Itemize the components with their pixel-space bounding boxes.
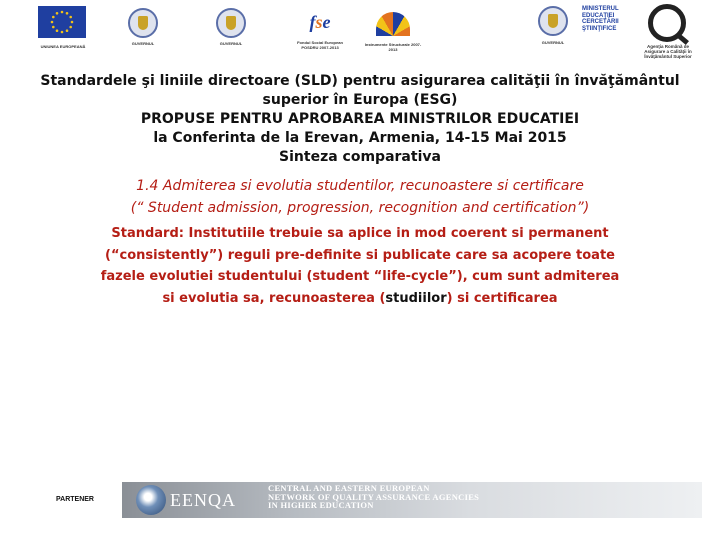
standard-text-studiilor: studiilor bbox=[385, 290, 447, 306]
ministry-text-logo bbox=[582, 6, 626, 46]
eu-flag-icon bbox=[38, 6, 86, 38]
header-line-1: Standardele şi liniile directoare (SLD) pentru asigurarea calităţii în învăţământul bbox=[40, 73, 680, 89]
footer bbox=[0, 476, 720, 524]
section-title: 1.4 Admiterea si evolutia studentilor, recunoastere si certificare bbox=[136, 178, 584, 194]
instrumente-structurale-caption: Instrumente Structurale 2007-2013 bbox=[364, 42, 422, 52]
enqa-name: EENQA bbox=[170, 490, 236, 510]
enqa-line-3: IN HIGHER EDUCATION bbox=[268, 500, 374, 510]
partner-label: PARTENER bbox=[56, 496, 94, 503]
ministry-caption: MINISTERUL EDUCAŢIEI CERCETĂRII ŞTIINŢIFICE bbox=[582, 6, 619, 32]
slide-content bbox=[0, 72, 720, 309]
aracis-q-icon bbox=[648, 4, 686, 42]
section-subtitle: (“ Student admission, progression, recognition and certification”) bbox=[130, 200, 590, 216]
aracis-caption: Agenţia Română de Asigurare a Calităţii în Învăţământul Superior bbox=[644, 44, 692, 59]
eu-stars-icon bbox=[38, 6, 86, 38]
ministry-seal-logo bbox=[532, 6, 574, 62]
romania-coat-of-arms-logo bbox=[128, 8, 158, 56]
standard-text-part-1: Standard: Institutiile trebuie sa aplice in mod coerent si permanent (“consistently”) reguli pre-definite si publicate care sa acopere toate fazele evolutiei studentului (student “life-cycle”), cum sunt admiterea si evolutia sa, recunoasterea ( bbox=[100, 226, 620, 306]
guvernul-caption-2: GUVERNUL bbox=[219, 41, 243, 46]
header-line-4: la Conferinta de la Erevan, Armenia, 14-15 Mai 2015 bbox=[153, 130, 567, 146]
coat-of-arms-icon bbox=[128, 8, 158, 38]
logo-strip bbox=[0, 0, 720, 72]
enqa-description bbox=[268, 484, 479, 510]
enqa-line-2: NETWORK OF QUALITY ASSURANCE AGENCIES bbox=[268, 491, 480, 502]
header-line-5: Sinteza comparativa bbox=[279, 149, 441, 165]
fse-mark-icon: fse bbox=[309, 12, 331, 32]
fse-logo bbox=[290, 8, 350, 64]
fse-caption: Fondul Social European POSDRU 2007-2013 bbox=[297, 40, 343, 50]
globe-icon bbox=[136, 485, 166, 515]
instrumente-structurale-icon bbox=[376, 12, 410, 36]
enqa-line-1: CENTRAL AND EASTERN EUROPEAN bbox=[268, 483, 430, 493]
instrumente-structurale-logo bbox=[362, 8, 424, 64]
coat-of-arms-icon bbox=[216, 8, 246, 38]
eu-logo bbox=[38, 6, 88, 56]
header-line-2: superior în Europa (ESG) bbox=[262, 92, 458, 108]
eu-caption: UNIUNEA EUROPEANĂ bbox=[40, 44, 86, 49]
enqa-banner bbox=[122, 482, 702, 518]
standard-text bbox=[100, 223, 620, 309]
romania-coat-of-arms-logo-2 bbox=[216, 8, 246, 56]
standard-text-part-3: ) si certificarea bbox=[446, 290, 558, 306]
header-line-3: PROPUSE PENTRU APROBAREA MINISTRILOR EDUCATIEI bbox=[140, 111, 580, 127]
ministry-seal-caption: GUVERNUL bbox=[541, 40, 565, 45]
guvernul-caption: GUVERNUL bbox=[131, 41, 155, 46]
ministry-seal-icon bbox=[538, 6, 568, 36]
aracis-logo bbox=[640, 4, 696, 70]
